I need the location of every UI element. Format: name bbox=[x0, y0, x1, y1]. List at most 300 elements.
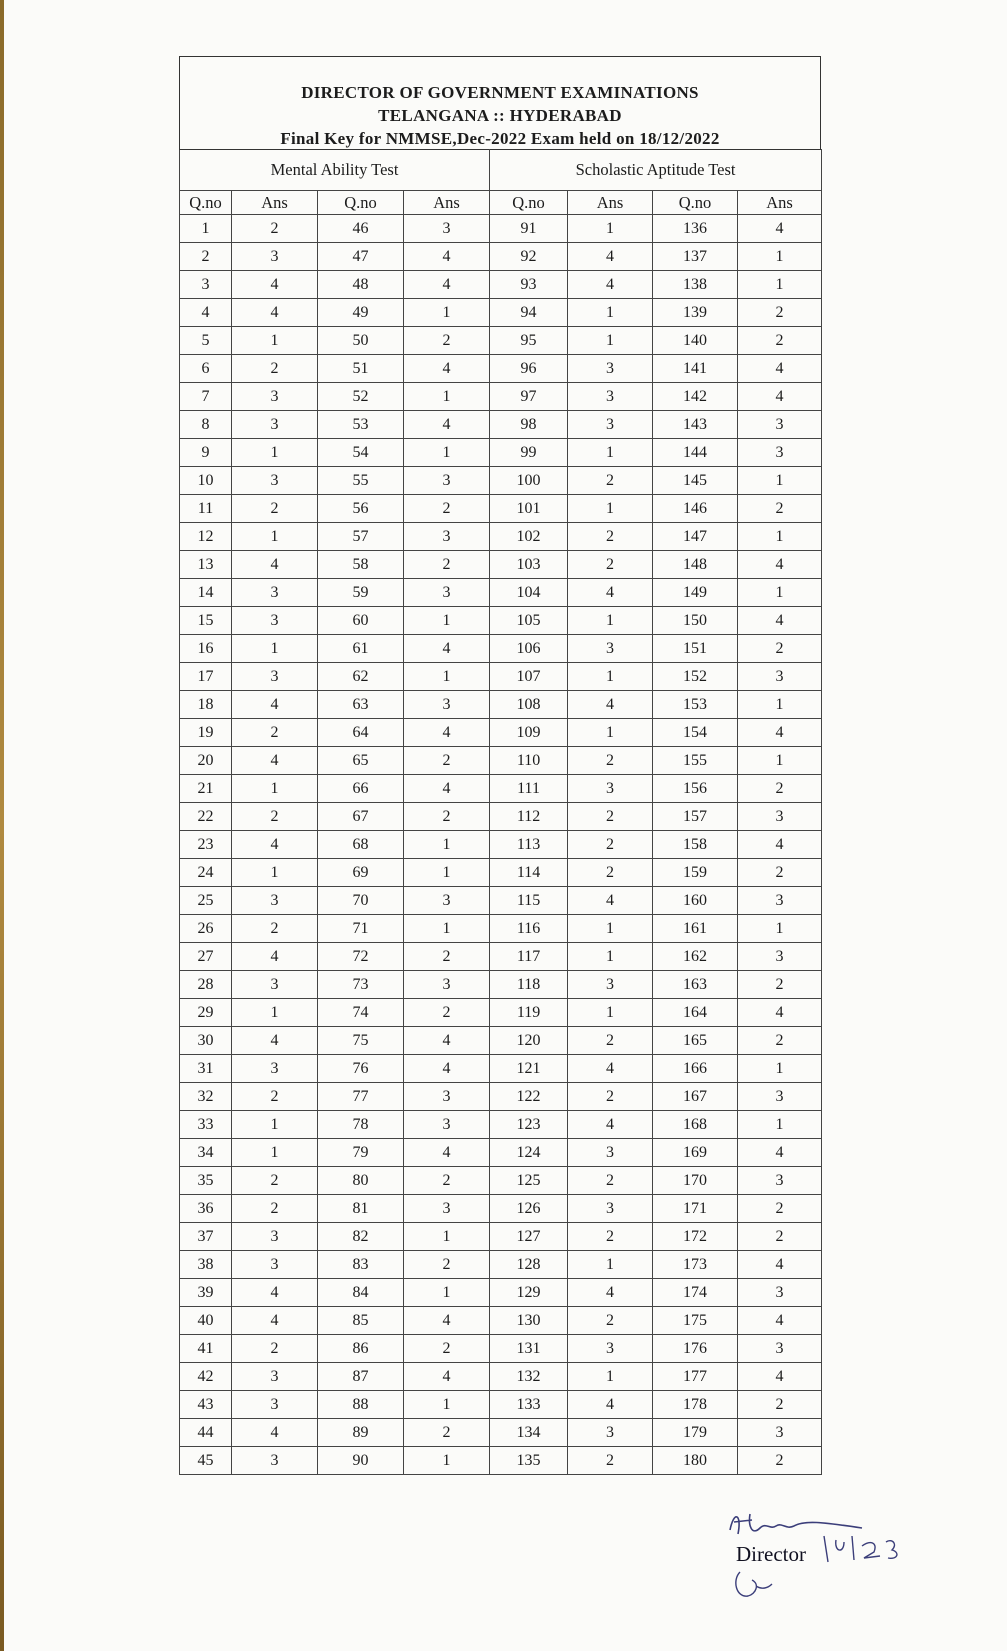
col-header: Q.no bbox=[653, 191, 738, 215]
answer-cell: 4 bbox=[568, 579, 653, 607]
table-row bbox=[180, 999, 822, 1027]
answer-cell: 2 bbox=[738, 1391, 822, 1419]
question-number-cell: 108 bbox=[490, 691, 568, 719]
answer-cell: 2 bbox=[232, 1083, 318, 1111]
answer-cell: 1 bbox=[404, 1279, 490, 1307]
question-number-cell: 16 bbox=[180, 635, 232, 663]
table-row bbox=[180, 635, 822, 663]
col-header: Q.no bbox=[490, 191, 568, 215]
question-number-cell: 83 bbox=[318, 1251, 404, 1279]
answer-cell: 4 bbox=[738, 355, 822, 383]
answer-cell: 2 bbox=[232, 1167, 318, 1195]
question-number-cell: 66 bbox=[318, 775, 404, 803]
question-number-cell: 179 bbox=[653, 1419, 738, 1447]
answer-cell: 3 bbox=[738, 1419, 822, 1447]
column-header-row bbox=[180, 191, 822, 215]
question-number-cell: 55 bbox=[318, 467, 404, 495]
question-number-cell: 172 bbox=[653, 1223, 738, 1251]
answer-cell: 3 bbox=[568, 775, 653, 803]
question-number-cell: 165 bbox=[653, 1027, 738, 1055]
answer-cell: 4 bbox=[232, 1027, 318, 1055]
answer-cell: 4 bbox=[232, 271, 318, 299]
question-number-cell: 32 bbox=[180, 1083, 232, 1111]
answer-cell: 4 bbox=[568, 1055, 653, 1083]
question-number-cell: 20 bbox=[180, 747, 232, 775]
table-row bbox=[180, 1419, 822, 1447]
table-row bbox=[180, 1083, 822, 1111]
answer-cell: 4 bbox=[568, 271, 653, 299]
table-row bbox=[180, 971, 822, 999]
answer-cell: 3 bbox=[232, 971, 318, 999]
question-number-cell: 82 bbox=[318, 1223, 404, 1251]
col-header: Q.no bbox=[318, 191, 404, 215]
answer-cell: 3 bbox=[568, 1195, 653, 1223]
table-row bbox=[180, 1335, 822, 1363]
answer-cell: 3 bbox=[404, 467, 490, 495]
question-number-cell: 49 bbox=[318, 299, 404, 327]
question-number-cell: 24 bbox=[180, 859, 232, 887]
question-number-cell: 65 bbox=[318, 747, 404, 775]
question-number-cell: 58 bbox=[318, 551, 404, 579]
table-row bbox=[180, 747, 822, 775]
question-number-cell: 68 bbox=[318, 831, 404, 859]
question-number-cell: 117 bbox=[490, 943, 568, 971]
question-number-cell: 13 bbox=[180, 551, 232, 579]
question-number-cell: 121 bbox=[490, 1055, 568, 1083]
answer-cell: 3 bbox=[404, 523, 490, 551]
table-row bbox=[180, 1195, 822, 1223]
question-number-cell: 168 bbox=[653, 1111, 738, 1139]
director-signature bbox=[712, 1500, 912, 1610]
question-number-cell: 59 bbox=[318, 579, 404, 607]
question-number-cell: 86 bbox=[318, 1335, 404, 1363]
question-number-cell: 53 bbox=[318, 411, 404, 439]
question-number-cell: 107 bbox=[490, 663, 568, 691]
table-row bbox=[180, 1279, 822, 1307]
question-number-cell: 94 bbox=[490, 299, 568, 327]
question-number-cell: 144 bbox=[653, 439, 738, 467]
question-number-cell: 122 bbox=[490, 1083, 568, 1111]
question-number-cell: 97 bbox=[490, 383, 568, 411]
answer-cell: 2 bbox=[404, 1167, 490, 1195]
question-number-cell: 85 bbox=[318, 1307, 404, 1335]
answer-cell: 4 bbox=[232, 1279, 318, 1307]
document-header bbox=[179, 56, 821, 149]
table-row bbox=[180, 1363, 822, 1391]
answer-cell: 4 bbox=[232, 943, 318, 971]
question-number-cell: 154 bbox=[653, 719, 738, 747]
answer-cell: 3 bbox=[738, 439, 822, 467]
question-number-cell: 19 bbox=[180, 719, 232, 747]
answer-cell: 1 bbox=[738, 271, 822, 299]
answer-cell: 2 bbox=[232, 215, 318, 243]
question-number-cell: 76 bbox=[318, 1055, 404, 1083]
answer-cell: 3 bbox=[404, 1111, 490, 1139]
answer-cell: 3 bbox=[568, 1139, 653, 1167]
table-row bbox=[180, 1447, 822, 1475]
answer-cell: 3 bbox=[738, 803, 822, 831]
question-number-cell: 56 bbox=[318, 495, 404, 523]
question-number-cell: 41 bbox=[180, 1335, 232, 1363]
answer-cell: 1 bbox=[568, 607, 653, 635]
answer-cell: 4 bbox=[232, 747, 318, 775]
answer-cell: 3 bbox=[568, 1335, 653, 1363]
col-header: Ans bbox=[232, 191, 318, 215]
answer-cell: 3 bbox=[568, 411, 653, 439]
question-number-cell: 87 bbox=[318, 1363, 404, 1391]
answer-cell: 1 bbox=[232, 327, 318, 355]
answer-cell: 2 bbox=[738, 859, 822, 887]
col-header: Ans bbox=[404, 191, 490, 215]
question-number-cell: 110 bbox=[490, 747, 568, 775]
answer-cell: 3 bbox=[738, 663, 822, 691]
question-number-cell: 138 bbox=[653, 271, 738, 299]
answer-cell: 1 bbox=[232, 635, 318, 663]
answer-cell: 1 bbox=[568, 439, 653, 467]
answer-cell: 3 bbox=[232, 1251, 318, 1279]
question-number-cell: 6 bbox=[180, 355, 232, 383]
answer-cell: 4 bbox=[404, 355, 490, 383]
question-number-cell: 61 bbox=[318, 635, 404, 663]
table-row bbox=[180, 1111, 822, 1139]
question-number-cell: 78 bbox=[318, 1111, 404, 1139]
answer-cell: 4 bbox=[404, 1307, 490, 1335]
answer-cell: 1 bbox=[232, 1139, 318, 1167]
answer-cell: 4 bbox=[568, 691, 653, 719]
col-header: Ans bbox=[738, 191, 822, 215]
answer-cell: 1 bbox=[404, 439, 490, 467]
answer-cell: 3 bbox=[404, 887, 490, 915]
question-number-cell: 147 bbox=[653, 523, 738, 551]
answer-cell: 2 bbox=[738, 1027, 822, 1055]
answer-cell: 3 bbox=[232, 383, 318, 411]
answer-cell: 2 bbox=[404, 327, 490, 355]
table-row bbox=[180, 691, 822, 719]
answer-cell: 2 bbox=[568, 1307, 653, 1335]
answer-cell: 2 bbox=[232, 1335, 318, 1363]
section-header-row bbox=[180, 150, 822, 191]
answer-cell: 3 bbox=[568, 355, 653, 383]
question-number-cell: 170 bbox=[653, 1167, 738, 1195]
header-line-3: Final Key for NMMSE,Dec-2022 Exam held on 18/12/2022 bbox=[280, 129, 720, 148]
question-number-cell: 35 bbox=[180, 1167, 232, 1195]
answer-cell: 1 bbox=[738, 467, 822, 495]
question-number-cell: 17 bbox=[180, 663, 232, 691]
answer-cell: 2 bbox=[568, 1447, 653, 1475]
question-number-cell: 5 bbox=[180, 327, 232, 355]
answer-cell: 2 bbox=[404, 803, 490, 831]
table-row bbox=[180, 1391, 822, 1419]
table-row bbox=[180, 1055, 822, 1083]
answer-cell: 2 bbox=[404, 1251, 490, 1279]
question-number-cell: 46 bbox=[318, 215, 404, 243]
question-number-cell: 2 bbox=[180, 243, 232, 271]
answer-cell: 4 bbox=[232, 1307, 318, 1335]
answer-cell: 1 bbox=[568, 215, 653, 243]
question-number-cell: 98 bbox=[490, 411, 568, 439]
question-number-cell: 64 bbox=[318, 719, 404, 747]
table-row bbox=[180, 243, 822, 271]
answer-cell: 2 bbox=[738, 635, 822, 663]
answer-key-table bbox=[179, 149, 822, 1475]
answer-cell: 4 bbox=[738, 551, 822, 579]
answer-cell: 4 bbox=[738, 1307, 822, 1335]
answer-cell: 1 bbox=[568, 1251, 653, 1279]
question-number-cell: 156 bbox=[653, 775, 738, 803]
answer-cell: 2 bbox=[738, 495, 822, 523]
question-number-cell: 129 bbox=[490, 1279, 568, 1307]
answer-cell: 1 bbox=[404, 1447, 490, 1475]
answer-cell: 1 bbox=[404, 383, 490, 411]
table-row bbox=[180, 607, 822, 635]
question-number-cell: 43 bbox=[180, 1391, 232, 1419]
question-number-cell: 57 bbox=[318, 523, 404, 551]
table-row bbox=[180, 271, 822, 299]
answer-cell: 4 bbox=[232, 831, 318, 859]
question-number-cell: 118 bbox=[490, 971, 568, 999]
answer-cell: 4 bbox=[568, 887, 653, 915]
answer-cell: 4 bbox=[738, 1139, 822, 1167]
answer-cell: 4 bbox=[404, 719, 490, 747]
question-number-cell: 134 bbox=[490, 1419, 568, 1447]
answer-cell: 1 bbox=[232, 523, 318, 551]
answer-cell: 4 bbox=[568, 1391, 653, 1419]
question-number-cell: 11 bbox=[180, 495, 232, 523]
answer-cell: 2 bbox=[232, 915, 318, 943]
question-number-cell: 130 bbox=[490, 1307, 568, 1335]
question-number-cell: 164 bbox=[653, 999, 738, 1027]
answer-cell: 3 bbox=[404, 579, 490, 607]
answer-cell: 4 bbox=[738, 831, 822, 859]
answer-cell: 1 bbox=[404, 1223, 490, 1251]
question-number-cell: 104 bbox=[490, 579, 568, 607]
question-number-cell: 40 bbox=[180, 1307, 232, 1335]
answer-cell: 2 bbox=[404, 943, 490, 971]
question-number-cell: 100 bbox=[490, 467, 568, 495]
question-number-cell: 140 bbox=[653, 327, 738, 355]
answer-cell: 2 bbox=[404, 495, 490, 523]
question-number-cell: 45 bbox=[180, 1447, 232, 1475]
question-number-cell: 127 bbox=[490, 1223, 568, 1251]
answer-cell: 1 bbox=[404, 1391, 490, 1419]
question-number-cell: 18 bbox=[180, 691, 232, 719]
question-number-cell: 37 bbox=[180, 1223, 232, 1251]
question-number-cell: 75 bbox=[318, 1027, 404, 1055]
answer-cell: 4 bbox=[738, 999, 822, 1027]
question-number-cell: 177 bbox=[653, 1363, 738, 1391]
question-number-cell: 151 bbox=[653, 635, 738, 663]
answer-cell: 3 bbox=[738, 943, 822, 971]
question-number-cell: 113 bbox=[490, 831, 568, 859]
answer-cell: 1 bbox=[568, 663, 653, 691]
answer-cell: 2 bbox=[568, 1223, 653, 1251]
question-number-cell: 137 bbox=[653, 243, 738, 271]
answer-cell: 3 bbox=[568, 635, 653, 663]
question-number-cell: 93 bbox=[490, 271, 568, 299]
answer-cell: 3 bbox=[232, 663, 318, 691]
answer-cell: 3 bbox=[568, 971, 653, 999]
answer-cell: 3 bbox=[232, 1223, 318, 1251]
table-row bbox=[180, 663, 822, 691]
section-scholastic-aptitude: Scholastic Aptitude Test bbox=[490, 150, 822, 191]
question-number-cell: 42 bbox=[180, 1363, 232, 1391]
question-number-cell: 50 bbox=[318, 327, 404, 355]
question-number-cell: 92 bbox=[490, 243, 568, 271]
question-number-cell: 128 bbox=[490, 1251, 568, 1279]
answer-cell: 3 bbox=[232, 1447, 318, 1475]
table-row bbox=[180, 355, 822, 383]
answer-cell: 2 bbox=[404, 1419, 490, 1447]
answer-cell: 3 bbox=[232, 607, 318, 635]
answer-cell: 2 bbox=[738, 1195, 822, 1223]
answer-cell: 3 bbox=[232, 467, 318, 495]
question-number-cell: 25 bbox=[180, 887, 232, 915]
answer-cell: 3 bbox=[738, 1083, 822, 1111]
question-number-cell: 123 bbox=[490, 1111, 568, 1139]
answer-cell: 3 bbox=[738, 1279, 822, 1307]
answer-cell: 4 bbox=[738, 719, 822, 747]
question-number-cell: 95 bbox=[490, 327, 568, 355]
question-number-cell: 173 bbox=[653, 1251, 738, 1279]
col-header: Ans bbox=[568, 191, 653, 215]
question-number-cell: 62 bbox=[318, 663, 404, 691]
question-number-cell: 34 bbox=[180, 1139, 232, 1167]
answer-cell: 1 bbox=[232, 1111, 318, 1139]
answer-cell: 1 bbox=[568, 719, 653, 747]
question-number-cell: 159 bbox=[653, 859, 738, 887]
answer-cell: 4 bbox=[738, 1251, 822, 1279]
answer-cell: 1 bbox=[404, 299, 490, 327]
question-number-cell: 33 bbox=[180, 1111, 232, 1139]
answer-cell: 4 bbox=[738, 215, 822, 243]
answer-cell: 1 bbox=[404, 859, 490, 887]
question-number-cell: 149 bbox=[653, 579, 738, 607]
table-row bbox=[180, 579, 822, 607]
question-number-cell: 88 bbox=[318, 1391, 404, 1419]
answer-cell: 2 bbox=[232, 719, 318, 747]
answer-cell: 2 bbox=[568, 1027, 653, 1055]
table-row bbox=[180, 1167, 822, 1195]
answer-cell: 1 bbox=[232, 859, 318, 887]
answer-cell: 4 bbox=[232, 1419, 318, 1447]
answer-cell: 2 bbox=[568, 551, 653, 579]
question-number-cell: 180 bbox=[653, 1447, 738, 1475]
answer-cell: 1 bbox=[738, 523, 822, 551]
answer-cell: 4 bbox=[568, 1111, 653, 1139]
answer-cell: 1 bbox=[568, 299, 653, 327]
answer-cell: 3 bbox=[232, 887, 318, 915]
question-number-cell: 71 bbox=[318, 915, 404, 943]
answer-cell: 1 bbox=[404, 915, 490, 943]
answer-cell: 1 bbox=[404, 607, 490, 635]
header-line-1: DIRECTOR OF GOVERNMENT EXAMINATIONS bbox=[301, 83, 699, 102]
question-number-cell: 74 bbox=[318, 999, 404, 1027]
question-number-cell: 162 bbox=[653, 943, 738, 971]
answer-cell: 1 bbox=[738, 691, 822, 719]
question-number-cell: 139 bbox=[653, 299, 738, 327]
answer-cell: 3 bbox=[232, 411, 318, 439]
answer-cell: 2 bbox=[404, 551, 490, 579]
question-number-cell: 4 bbox=[180, 299, 232, 327]
answer-cell: 3 bbox=[232, 243, 318, 271]
answer-cell: 1 bbox=[568, 495, 653, 523]
question-number-cell: 143 bbox=[653, 411, 738, 439]
question-number-cell: 141 bbox=[653, 355, 738, 383]
question-number-cell: 27 bbox=[180, 943, 232, 971]
question-number-cell: 142 bbox=[653, 383, 738, 411]
col-header: Q.no bbox=[180, 191, 232, 215]
table-row bbox=[180, 775, 822, 803]
question-number-cell: 23 bbox=[180, 831, 232, 859]
answer-cell: 2 bbox=[232, 1195, 318, 1223]
question-number-cell: 176 bbox=[653, 1335, 738, 1363]
question-number-cell: 51 bbox=[318, 355, 404, 383]
question-number-cell: 126 bbox=[490, 1195, 568, 1223]
answer-cell: 1 bbox=[568, 999, 653, 1027]
answer-cell: 3 bbox=[738, 411, 822, 439]
answer-cell: 4 bbox=[232, 299, 318, 327]
question-number-cell: 96 bbox=[490, 355, 568, 383]
question-number-cell: 112 bbox=[490, 803, 568, 831]
question-number-cell: 125 bbox=[490, 1167, 568, 1195]
answer-cell: 4 bbox=[404, 1139, 490, 1167]
question-number-cell: 39 bbox=[180, 1279, 232, 1307]
answer-cell: 1 bbox=[738, 243, 822, 271]
answer-cell: 1 bbox=[568, 915, 653, 943]
table-row bbox=[180, 1139, 822, 1167]
question-number-cell: 102 bbox=[490, 523, 568, 551]
question-number-cell: 15 bbox=[180, 607, 232, 635]
table-row bbox=[180, 215, 822, 243]
question-number-cell: 89 bbox=[318, 1419, 404, 1447]
answer-cell: 4 bbox=[738, 383, 822, 411]
table-row bbox=[180, 495, 822, 523]
signature-label: Director bbox=[736, 1542, 806, 1566]
question-number-cell: 7 bbox=[180, 383, 232, 411]
answer-cell: 2 bbox=[738, 971, 822, 999]
answer-cell: 1 bbox=[738, 747, 822, 775]
question-number-cell: 105 bbox=[490, 607, 568, 635]
answer-cell: 1 bbox=[738, 1111, 822, 1139]
table-row bbox=[180, 383, 822, 411]
answer-cell: 1 bbox=[738, 579, 822, 607]
question-number-cell: 146 bbox=[653, 495, 738, 523]
question-number-cell: 1 bbox=[180, 215, 232, 243]
question-number-cell: 115 bbox=[490, 887, 568, 915]
section-mental-ability: Mental Ability Test bbox=[180, 150, 490, 191]
header-line-2: TELANGANA :: HYDERABAD bbox=[378, 106, 622, 125]
answer-cell: 4 bbox=[232, 691, 318, 719]
question-number-cell: 8 bbox=[180, 411, 232, 439]
answer-cell: 4 bbox=[738, 1363, 822, 1391]
answer-cell: 3 bbox=[404, 1195, 490, 1223]
question-number-cell: 109 bbox=[490, 719, 568, 747]
answer-cell: 2 bbox=[568, 1083, 653, 1111]
question-number-cell: 161 bbox=[653, 915, 738, 943]
answer-cell: 2 bbox=[568, 747, 653, 775]
answer-cell: 2 bbox=[738, 299, 822, 327]
table-row bbox=[180, 831, 822, 859]
question-number-cell: 103 bbox=[490, 551, 568, 579]
answer-cell: 2 bbox=[232, 355, 318, 383]
question-number-cell: 14 bbox=[180, 579, 232, 607]
answer-cell: 3 bbox=[568, 1419, 653, 1447]
question-number-cell: 26 bbox=[180, 915, 232, 943]
answer-cell: 3 bbox=[568, 383, 653, 411]
answer-cell: 4 bbox=[404, 411, 490, 439]
question-number-cell: 174 bbox=[653, 1279, 738, 1307]
table-row bbox=[180, 719, 822, 747]
